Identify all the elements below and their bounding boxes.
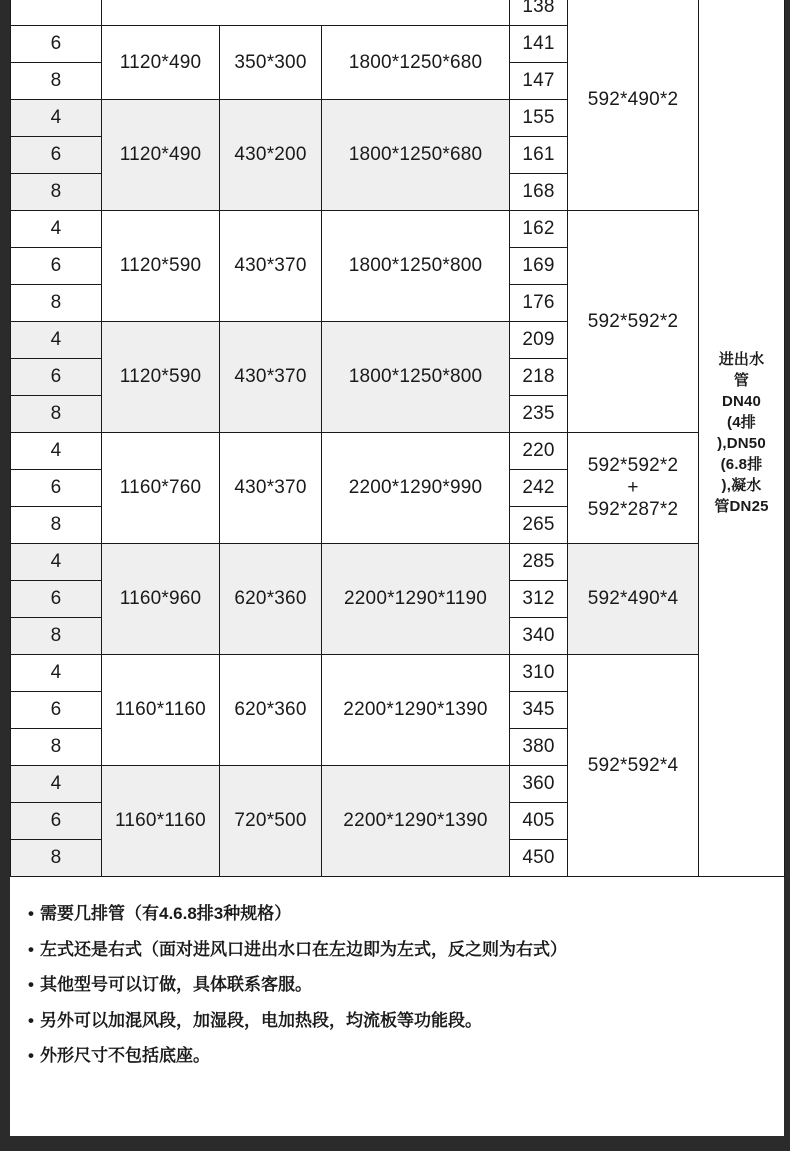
- outer-size-cell: 2200*1290*1390: [322, 766, 510, 877]
- coil-size-cell: 1160*960: [102, 544, 220, 655]
- note-line: • 需要几排管（有4.6.8排3种规格）: [28, 900, 768, 936]
- coil-size-cell: 1160*760: [102, 433, 220, 544]
- rate-cell: 242: [510, 470, 568, 507]
- note-line: • 其他型号可以订做，具体联系客服。: [28, 971, 768, 1007]
- note-line: • 另外可以加混风段，加湿段，电加热段，均流板等功能段。: [28, 1007, 768, 1043]
- rate-cell: 176: [510, 285, 568, 322]
- filter-cell-combo: [568, 433, 699, 544]
- rate-cell: 360: [510, 766, 568, 803]
- rows-cell: 4: [11, 655, 102, 692]
- table-row: [11, 655, 785, 692]
- rate-cell: 312: [510, 581, 568, 618]
- rate-cell: 141: [510, 26, 568, 63]
- bullet: •: [28, 1046, 34, 1065]
- rows-cell: 8: [11, 396, 102, 433]
- rows-cell: 8: [11, 507, 102, 544]
- table-row: [11, 211, 785, 248]
- bullet: •: [28, 975, 34, 994]
- rows-cell: 4: [11, 100, 102, 137]
- rate-cell: 209: [510, 322, 568, 359]
- rows-cell: 4: [11, 544, 102, 581]
- pipe-note-line: 进出水: [718, 350, 765, 368]
- rate-cell: 155: [510, 100, 568, 137]
- outlet-size-cell: 430*370: [220, 211, 322, 322]
- note-line: • 外形尺寸不包括底座。: [28, 1042, 768, 1078]
- rows-cell: 6: [11, 803, 102, 840]
- rows-cell: 6: [11, 359, 102, 396]
- filter-line: 592*287*2: [587, 499, 679, 520]
- filter-cell: 592*490*2: [568, 0, 699, 211]
- table-row: [11, 544, 785, 581]
- coil-size-cell: 1120*590: [102, 322, 220, 433]
- rate-cell: 161: [510, 137, 568, 174]
- pipe-note-line: ),凝水: [721, 476, 762, 494]
- outer-size-cell: 1800*1250*680: [322, 26, 510, 100]
- bullet: •: [28, 904, 34, 923]
- rate-cell: 218: [510, 359, 568, 396]
- outer-size-cell: 2200*1290*990: [322, 433, 510, 544]
- rate-cell: 340: [510, 618, 568, 655]
- coil-size-cell: 1160*1160: [102, 655, 220, 766]
- table-row: [11, 433, 785, 470]
- coil-size-cell: 1120*590: [102, 211, 220, 322]
- rate-cell: 345: [510, 692, 568, 729]
- outlet-size-cell: 620*360: [220, 655, 322, 766]
- pipe-note-cell: [699, 0, 785, 877]
- rate-cell: 169: [510, 248, 568, 285]
- rows-cell: 4: [11, 211, 102, 248]
- rate-cell: 380: [510, 729, 568, 766]
- rows-cell: 4: [11, 322, 102, 359]
- rate-cell: 285: [510, 544, 568, 581]
- rows-cell: 8: [11, 174, 102, 211]
- pipe-note-line: 管: [733, 371, 750, 389]
- spec-sheet: [10, 0, 784, 1136]
- rows-cell: 6: [11, 26, 102, 63]
- outer-size-cell: 1800*1250*800: [322, 322, 510, 433]
- notes-list: [28, 900, 768, 1078]
- rows-cell: [11, 0, 102, 26]
- pipe-note-line: DN40: [721, 392, 762, 410]
- filter-line: 592*592*2: [587, 455, 679, 476]
- outer-size-cell: 2200*1290*1390: [322, 655, 510, 766]
- outlet-size-cell: 430*370: [220, 322, 322, 433]
- rate-cell: 138: [510, 0, 568, 26]
- rows-cell: 4: [11, 766, 102, 803]
- pipe-note-line: (4排: [727, 413, 756, 431]
- filter-cell: 592*592*2: [568, 211, 699, 433]
- filter-line: +: [627, 477, 639, 498]
- outlet-size-cell: 430*370: [220, 433, 322, 544]
- coil-size-cell: 1160*1160: [102, 766, 220, 877]
- pipe-note-line: 管DN25: [714, 497, 769, 515]
- rows-cell: 8: [11, 618, 102, 655]
- pipe-note-line: (6.8排: [720, 455, 763, 473]
- outlet-size-cell: 720*500: [220, 766, 322, 877]
- outer-size-cell: 2200*1290*1190: [322, 544, 510, 655]
- bullet: •: [28, 1010, 34, 1030]
- rows-cell: 6: [11, 248, 102, 285]
- table-row: [11, 0, 785, 26]
- rate-cell: 310: [510, 655, 568, 692]
- rows-cell: 8: [11, 729, 102, 766]
- rate-cell: 265: [510, 507, 568, 544]
- rows-cell: 8: [11, 840, 102, 877]
- spec-table: [10, 0, 785, 877]
- rate-cell: 168: [510, 174, 568, 211]
- outlet-size-cell: 430*200: [220, 100, 322, 211]
- rows-cell: 4: [11, 433, 102, 470]
- pipe-note-line: ),DN50: [717, 434, 766, 452]
- rate-cell: 147: [510, 63, 568, 100]
- rows-cell: 6: [11, 470, 102, 507]
- coil-size-cell: 1120*490: [102, 26, 220, 100]
- rate-cell: 162: [510, 211, 568, 248]
- rate-cell: 450: [510, 840, 568, 877]
- dimension-cell-cut: [102, 0, 510, 26]
- filter-cell: 592*592*4: [568, 655, 699, 877]
- coil-size-cell: 1120*490: [102, 100, 220, 211]
- rows-cell: 8: [11, 285, 102, 322]
- outer-size-cell: 1800*1250*800: [322, 211, 510, 322]
- rows-cell: 6: [11, 692, 102, 729]
- outlet-size-cell: 350*300: [220, 26, 322, 100]
- outer-size-cell: 1800*1250*680: [322, 100, 510, 211]
- rate-cell: 405: [510, 803, 568, 840]
- outlet-size-cell: 620*360: [220, 544, 322, 655]
- bullet: •: [28, 939, 34, 959]
- rate-cell: 220: [510, 433, 568, 470]
- rows-cell: 6: [11, 137, 102, 174]
- rows-cell: 6: [11, 581, 102, 618]
- filter-cell: 592*490*4: [568, 544, 699, 655]
- rate-cell: 235: [510, 396, 568, 433]
- rows-cell: 8: [11, 63, 102, 100]
- note-line: • 左式还是右式（面对进风口进出水口在左边即为左式，反之则为右式）: [28, 936, 768, 972]
